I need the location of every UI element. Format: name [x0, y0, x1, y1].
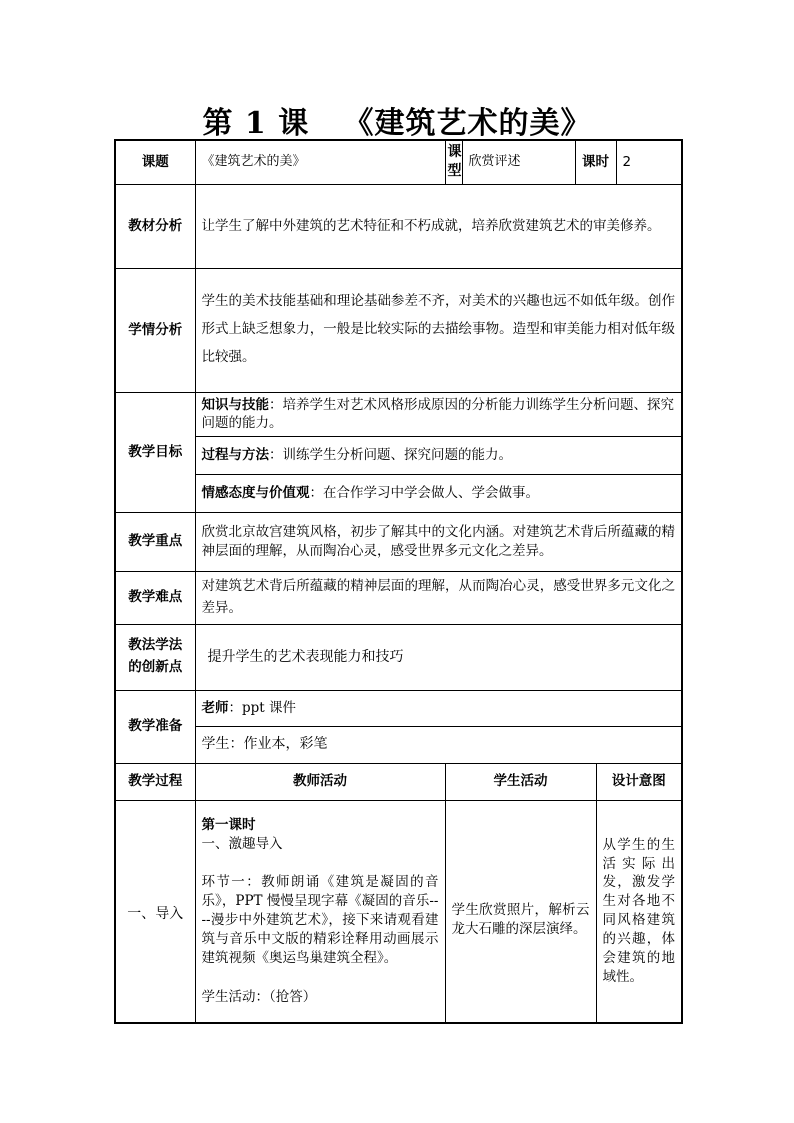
goals-label: 教学目标	[115, 392, 195, 512]
process-label: 过程与方法	[201, 446, 269, 463]
goals-process-row	[115, 436, 682, 474]
process-text: ：训练学生分析问题、探究问题的能力。	[269, 446, 512, 463]
innovation-label-line2: 的创新点	[128, 659, 183, 675]
prep-teacher	[195, 690, 682, 726]
goals-emotion-row	[115, 474, 682, 512]
design-intent-cell: 从学生的生活实际出发，激发学生对各地不同风格建筑的兴趣，体会建筑的地域性。	[596, 800, 682, 1023]
prep-teacher-label: 老师	[201, 699, 229, 716]
keypoint-label: 教学重点	[115, 512, 195, 571]
topic-value: 《建筑艺术的美》	[195, 140, 445, 184]
process-header-row	[115, 763, 682, 800]
goals-knowledge-row	[115, 392, 682, 436]
prep-student-row	[115, 726, 682, 763]
knowledge-text: ：培养学生对艺术风格形成原因的分析能力训练学生分析问题、探究问题的能力。	[201, 396, 674, 431]
topic-label: 课题	[115, 140, 195, 184]
goals-knowledge	[195, 392, 682, 436]
difficulty-label: 教学难点	[115, 571, 195, 624]
prep-teacher-text: ：ppt 课件	[228, 699, 296, 716]
keypoint-text: 欣赏北京故宫建筑风格，初步了解其中的文化内涵。对建筑艺术背后所蕴藏的精神层面的理解，从而陶冶心灵，感受世界多元文化之差异。	[195, 512, 682, 571]
lesson-title: 第一课时	[201, 816, 256, 833]
difficulty-text: 对建筑艺术背后所蕴藏的精神层面的理解，从而陶冶心灵，感受世界多元文化之差异。	[195, 571, 682, 624]
keypoint-row	[115, 512, 682, 571]
lesson-subtitle: 一、激趣导入	[201, 835, 283, 852]
innovation-label	[115, 624, 195, 690]
lesson-plan-table	[114, 139, 683, 1024]
hours-value: 2	[616, 140, 682, 184]
difficulty-row	[115, 571, 682, 624]
col-student: 学生活动	[445, 763, 596, 800]
students-row	[115, 268, 682, 392]
type-label: 课型	[445, 140, 462, 184]
innovation-text: 提升学生的艺术表现能力和技巧	[195, 624, 682, 690]
teacher-activity-cell	[195, 800, 445, 1023]
emotion-label: 情感态度与价值观	[201, 484, 310, 501]
prep-student: 学生：作业本，彩笔	[195, 726, 682, 763]
material-text: 让学生了解中外建筑的艺术特征和不朽成就，培养欣赏建筑艺术的审美修养。	[195, 184, 682, 268]
hours-label: 课时	[575, 140, 616, 184]
col-teacher: 教师活动	[195, 763, 445, 800]
material-row	[115, 184, 682, 268]
col-intent: 设计意图	[596, 763, 682, 800]
student-activity-cell: 学生欣赏照片，解析云龙大石雕的深层演绎。	[445, 800, 596, 1023]
prep-teacher-row	[115, 690, 682, 726]
type-value: 欣赏评述	[462, 140, 575, 184]
col-process: 教学过程	[115, 763, 195, 800]
emotion-text: ：在合作学习中学会做人、学会做事。	[309, 484, 539, 501]
innovation-row	[115, 624, 682, 690]
material-label: 教材分析	[115, 184, 195, 268]
topic-row	[115, 140, 682, 184]
prep-label: 教学准备	[115, 690, 195, 763]
students-label: 学情分析	[115, 268, 195, 392]
page-title: 第 1 课 《建筑艺术的美》	[202, 106, 592, 141]
teacher-paragraph: 环节一：教师朗诵《建筑是凝固的音乐》，PPT 慢慢呈现字幕《凝固的音乐----漫步中外建筑艺术》，接下来请观看建筑与音乐中文版的精彩诠释用动画展示建筑视频《奥运鸟巢建筑全程》。	[201, 874, 439, 967]
students-text: 学生的美术技能基础和理论基础参差不齐，对美术的兴趣也远不如低年级。创作形式上缺乏想象力，一般是比较实际的去描绘事物。造型和审美能力相对低年级比较强。	[195, 268, 682, 392]
step-intro: 一、导入	[115, 800, 195, 1023]
goals-emotion	[195, 474, 682, 512]
teacher-student-activity: 学生活动：（抢答）	[201, 988, 317, 1005]
innovation-label-line1: 教法学法	[128, 637, 183, 654]
goals-process	[195, 436, 682, 474]
knowledge-label: 知识与技能	[201, 396, 269, 413]
process-intro-row	[115, 800, 682, 1023]
